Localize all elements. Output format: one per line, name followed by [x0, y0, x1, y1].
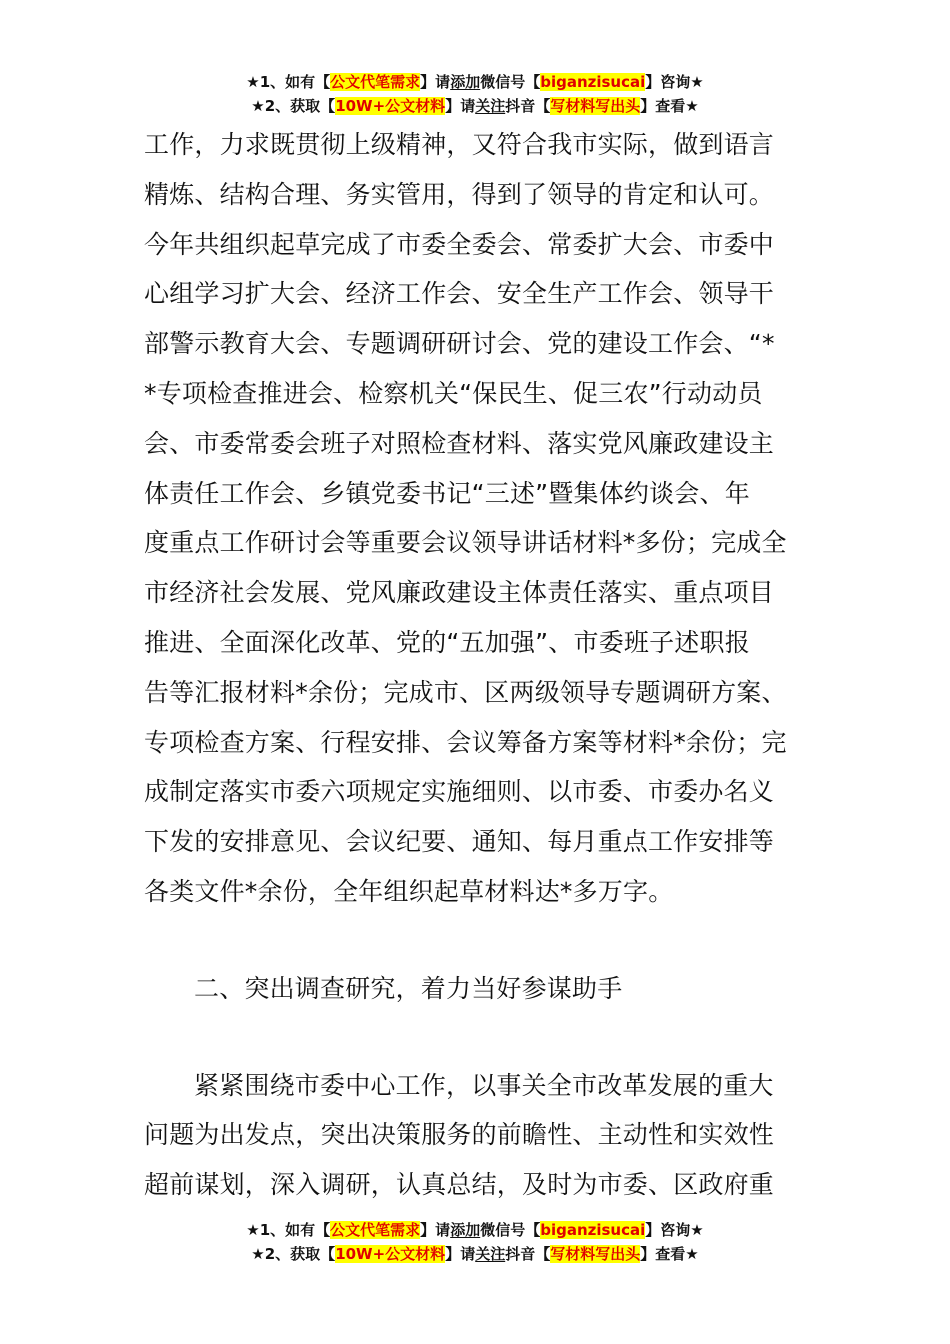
paragraph-line: 问题为出发点，突出决策服务的前瞻性、主动性和实效性 [144, 1120, 775, 1150]
section-heading: 二、突出调查研究，着力当好参谋助手 [194, 973, 623, 1003]
banner-highlight-wechat-id: biganzisucai [540, 73, 646, 91]
paragraph-line: 紧紧围绕市委中心工作，以事关全市改革发展的重大 [194, 1070, 774, 1100]
banner-text: 】请 [445, 97, 476, 115]
banner-text: 】查看★ [640, 1245, 699, 1263]
paragraph-line: 下发的安排意见、会议纪要、通知、每月重点工作安排等 [144, 827, 775, 857]
header-banner-line-2 [0, 94, 950, 118]
banner-highlight-materials: 10W+公文材料 [335, 1245, 446, 1263]
banner-text: 微信号【 [480, 73, 541, 91]
banner-text: 抖音【 [505, 1245, 551, 1263]
banner-text: ★1、如有【 [246, 1221, 331, 1239]
footer-banner [0, 1218, 950, 1266]
paragraph-line: 会、市委常委会班子对照检查材料、落实党风廉政建设主 [144, 428, 775, 458]
paragraph-line: 度重点工作研讨会等重要会议领导讲话材料*多份；完成全 [144, 528, 787, 558]
paragraph-gap [144, 1014, 808, 1061]
paragraph-2 [144, 1061, 808, 1210]
paragraph-line: 精炼、结构合理、务实管用，得到了领导的肯定和认可。 [144, 179, 775, 209]
banner-text: 】请 [420, 1221, 451, 1239]
paragraph-gap [144, 917, 808, 964]
paragraph-line: 成制定落实市委六项规定实施细则、以市委、市委办名义 [144, 777, 775, 807]
banner-highlight-wechat-id: biganzisucai [540, 1221, 646, 1239]
banner-text: ★2、获取【 [251, 97, 336, 115]
banner-text: 】查看★ [640, 97, 699, 115]
header-banner-line-1 [0, 70, 950, 94]
banner-highlight-douyin-id: 写材料写出头 [550, 1245, 641, 1263]
banner-text: 】请 [445, 1245, 476, 1263]
paragraph-line: *专项检查推进会、检察机关“保民生、促三农”行动动员 [144, 378, 763, 408]
banner-text: ★1、如有【 [246, 73, 331, 91]
banner-highlight-materials: 10W+公文材料 [335, 97, 446, 115]
paragraph-line: 市经济社会发展、党风廉政建设主体责任落实、重点项目 [144, 578, 775, 608]
banner-text: 】咨询★ [645, 73, 704, 91]
paragraph-1 [144, 120, 808, 917]
paragraph-line: 专项检查方案、行程安排、会议筹备方案等材料*余份；完 [144, 727, 787, 757]
banner-text: 】请 [420, 73, 451, 91]
paragraph-line: 超前谋划，深入调研，认真总结，及时为市委、区政府重 [144, 1170, 775, 1200]
banner-emphasis: 添加 [450, 73, 481, 91]
paragraph-line: 推进、全面深化改革、党的“五加强”、市委班子述职报 [144, 627, 750, 657]
document-body [144, 120, 808, 1210]
banner-text: 】咨询★ [645, 1221, 704, 1239]
footer-banner-line-1 [0, 1218, 950, 1242]
banner-highlight-service: 公文代笔需求 [330, 1221, 421, 1239]
paragraph-line: 今年共组织起草完成了市委全委会、常委扩大会、市委中 [144, 229, 775, 259]
banner-text: 抖音【 [505, 97, 551, 115]
paragraph-line: 部警示教育大会、专题调研研讨会、党的建设工作会、“* [144, 329, 775, 359]
banner-text: ★2、获取【 [251, 1245, 336, 1263]
banner-emphasis: 关注 [475, 97, 506, 115]
paragraph-line: 体责任工作会、乡镇党委书记“三述”暨集体约谈会、年 [144, 478, 750, 508]
paragraph-line: 工作，力求既贯彻上级精神，又符合我市实际，做到语言 [144, 130, 775, 159]
footer-banner-line-2 [0, 1242, 950, 1266]
paragraph-line: 各类文件*余份，全年组织起草材料达*多万字。 [144, 876, 674, 906]
banner-text: 微信号【 [480, 1221, 541, 1239]
banner-highlight-service: 公文代笔需求 [330, 73, 421, 91]
banner-highlight-douyin-id: 写材料写出头 [550, 97, 641, 115]
banner-emphasis: 添加 [450, 1221, 481, 1239]
paragraph-line: 告等汇报材料*余份；完成市、区两级领导专题调研方案、 [144, 677, 787, 707]
header-banner [0, 70, 950, 118]
banner-emphasis: 关注 [475, 1245, 506, 1263]
paragraph-line: 心组学习扩大会、经济工作会、安全生产工作会、领导干 [144, 279, 775, 309]
